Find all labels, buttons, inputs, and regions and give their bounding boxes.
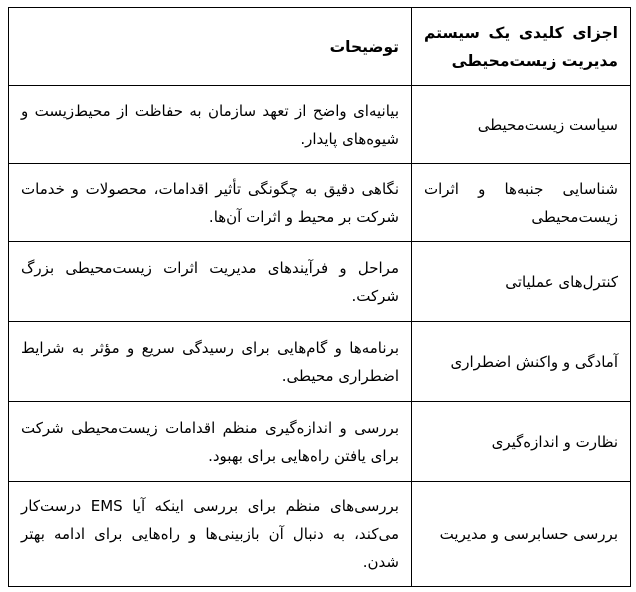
description-cell: نگاهی دقیق به چگونگی تأثیر اقدامات، محصولات و خدمات شرکت بر محیط و اثرات آن‌ها. — [9, 164, 412, 242]
component-cell: نظارت و اندازه‌گیری — [412, 402, 631, 482]
component-cell: سیاست زیست‌محیطی — [412, 86, 631, 164]
description-cell: مراحل و فرآیندهای مدیریت اثرات زیست‌محیطی بزرگ شرکت. — [9, 242, 412, 322]
table-row — [9, 86, 631, 164]
component-column-header: اجزای کلیدی یک سیستم مدیریت زیست‌محیطی — [412, 8, 631, 86]
table-row — [9, 402, 631, 482]
table-row — [9, 164, 631, 242]
description-cell: بررسی و اندازه‌گیری منظم اقدامات زیست‌محیطی شرکت برای یافتن راه‌هایی برای بهبود. — [9, 402, 412, 482]
component-cell: شناسایی جنبه‌ها و اثرات زیست‌محیطی — [412, 164, 631, 242]
component-cell: بررسی حسابرسی و مدیریت — [412, 482, 631, 587]
component-cell: کنترل‌های عملیاتی — [412, 242, 631, 322]
component-cell: آمادگی و واکنش اضطراری — [412, 322, 631, 402]
description-column-header: توضیحات — [9, 8, 412, 86]
description-cell: بررسی‌های منظم برای بررسی اینکه آیا EMS درست‌کار می‌کند، به دنبال آن بازبینی‌ها و راه‌هایی برای ادامه بهتر شدن. — [9, 482, 412, 587]
description-cell: برنامه‌ها و گام‌هایی برای رسیدگی سریع و مؤثر به شرایط اضطراری محیطی. — [9, 322, 412, 402]
table-header-row — [9, 8, 631, 86]
table-row — [9, 482, 631, 587]
ems-components-table — [8, 7, 631, 587]
description-cell: بیانیه‌ای واضح از تعهد سازمان به حفاظت از محیط‌زیست و شیوه‌های پایدار. — [9, 86, 412, 164]
table-row — [9, 242, 631, 322]
table-row — [9, 322, 631, 402]
